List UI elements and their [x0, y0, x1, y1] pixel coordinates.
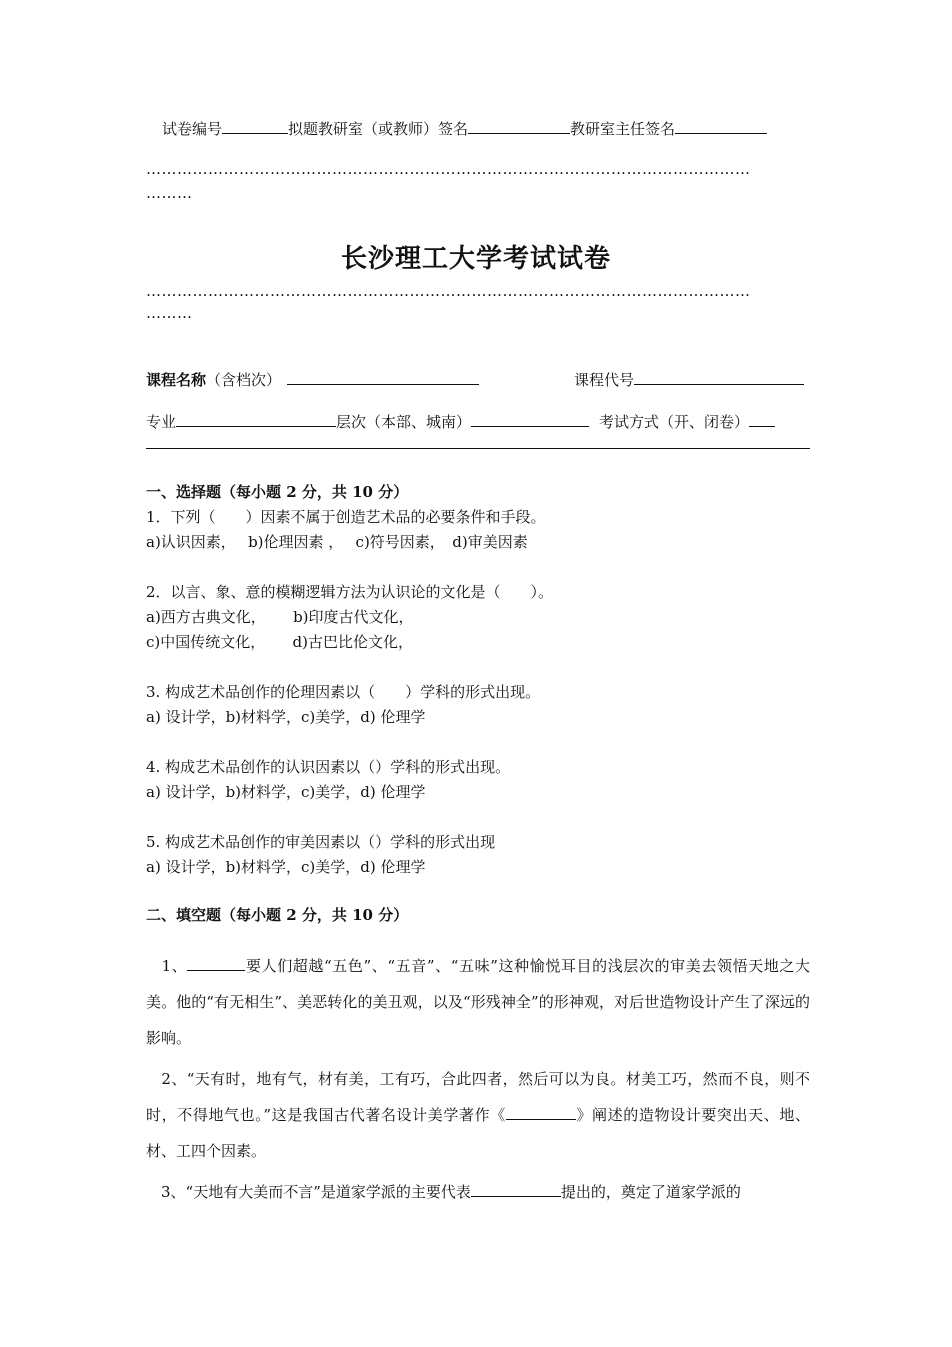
question-2: 2．以言、象、意的模糊逻辑方法为认识论的文化是（ ）。	[146, 583, 554, 601]
question-4: 4. 构成艺术品创作的认识因素以（）学科的形式出现。	[146, 758, 511, 776]
director-blank	[675, 117, 767, 134]
question-5: 5. 构成艺术品创作的审美因素以（）学科的形式出现	[146, 833, 496, 851]
dotted-separator-2: ………………………………………………………………………………………………………	[146, 282, 751, 300]
section1-heading: 一、选择题（每小题 2 分，共 10 分）	[146, 483, 409, 501]
director-label: 教研室主任签名	[570, 120, 676, 138]
fill-blank-3	[471, 1180, 561, 1197]
course-name-label: 课程名称	[146, 371, 207, 389]
fill-question-1-number: 1、	[146, 957, 188, 975]
paper-no-blank	[222, 117, 288, 134]
course-code-blank	[634, 368, 804, 385]
major-field	[146, 410, 775, 432]
paper-no-label: 试卷编号	[162, 120, 223, 138]
course-name-label-rest: （含档次）	[206, 371, 282, 389]
course-name-field	[146, 368, 479, 390]
fill-question-3	[146, 1174, 810, 1210]
level-blank	[471, 410, 589, 427]
question-3: 3. 构成艺术品创作的伦理因素以（ ）学科的形式出现。	[146, 683, 541, 701]
signature-row	[162, 117, 767, 139]
question-1-options: a)认识因素， b)伦理因素 ， c)符号因素， d)审美因素	[146, 533, 528, 551]
fill-question-1-text: 要人们超越“五色”、“五音”、“五味”这种愉悦耳目的浅层次的审美去领悟天地之大美。他的“有无相生”、美恶转化的美丑观，以及“形残神全”的形神观，对后世造物设计产生了深远的影响。	[146, 957, 811, 1047]
fill-blank-1	[187, 954, 245, 971]
fill-question-2	[146, 1061, 810, 1169]
course-code-label: 课程代号	[574, 371, 635, 389]
question-3-options: a) 设计学，b)材料学，c)美学，d) 伦理学	[146, 708, 426, 726]
setter-blank	[468, 117, 570, 134]
question-2-options-1: a)西方古典文化， b)印度古代文化，	[146, 608, 414, 626]
level-label: 层次（本部、城南）	[336, 413, 472, 431]
fill-question-3-text-a: 3、“天地有大美而不言”是道家学派的主要代表	[146, 1183, 471, 1201]
question-1: 1．下列（ ）因素不属于创造艺术品的必要条件和手段。	[146, 508, 546, 526]
question-2-options-2: c)中国传统文化， d)古巴比伦文化，	[146, 633, 413, 651]
fill-blank-2	[506, 1103, 576, 1120]
course-name-blank	[287, 368, 479, 385]
fill-question-2-text-b: 》阐述的造物设计要突出天、地、材、工四个因素。	[146, 1106, 810, 1160]
question-5-options: a) 设计学，b)材料学，c)美学，d) 伦理学	[146, 858, 426, 876]
question-4-options: a) 设计学，b)材料学，c)美学，d) 伦理学	[146, 783, 426, 801]
fill-question-2-text-a: 2、“天有时，地有气，材有美，工有巧，合此四者，然后可以为良。材美工巧，然而不良，则不时，不得地气也。”这是我国古代著名设计美学著作《	[146, 1070, 810, 1124]
section2-heading: 二、填空题（每小题 2 分，共 10 分）	[146, 906, 409, 924]
info-underline	[146, 448, 810, 449]
dotted-separator-1: ………………………………………………………………………………………………………	[146, 160, 751, 178]
dotted-separator-2-tail: ………	[146, 304, 193, 322]
major-blank	[176, 410, 336, 427]
exam-mode-blank	[749, 410, 775, 427]
major-label: 专业	[146, 413, 177, 431]
fill-question-1	[146, 948, 810, 1056]
page-title: 长沙理工大学考试试卷	[340, 244, 611, 274]
exam-mode-label: 考试方式（开、闭卷）	[599, 413, 750, 431]
setter-label: 拟题教研室（或教师）签名	[288, 120, 469, 138]
course-code-field	[574, 368, 804, 390]
dotted-separator-1-tail: ………	[146, 184, 193, 202]
fill-question-3-text-b: 提出的，奠定了道家学派的	[560, 1183, 741, 1201]
